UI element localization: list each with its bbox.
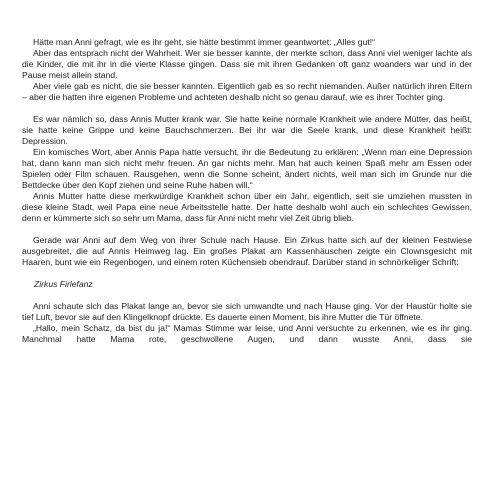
paragraph-9: „Hallo, mein Schatz, da bist du ja!“ Mamas Stimme war leise, und Anni versuchte zu erkennen, wie es ihr ging. Manchmal hatte Mama rote, geschwollene Augen, und dann wusste Anni, dass sie bbox=[22, 323, 472, 344]
story-text bbox=[22, 37, 472, 345]
paragraph-6: Annis Mutter hatte diese merkwürdige Krankheit schon über ein Jahr, eigentlich, seit sie umziehen mussten in diese kleine Stadt, weil Papa eine neue Arbeitsstelle hatte. Der hatte deshalb wohl auch ein schlechtes Gewissen, denn er kümmerte sich so sehr um Mama, dass für Anni nicht mehr viel Zeit übrig blieb. bbox=[22, 191, 472, 223]
paragraph-8: Anni schaute sich das Plakat lange an, bevor sie sich umwandte und nach Hause ging. Vor der Haustür holte sie tief Luft, bevor sie auf den Klingelknopf drückte. Es dauerte einen Moment, bis ihre Mutter die Tür öffnete. bbox=[22, 301, 472, 322]
paragraph-1: Hätte man Anni gefragt, wie es ihr geht, sie hätte bestimmt immer geantwortet: „Alles gut!“ bbox=[33, 37, 375, 47]
paragraph-3: Aber viele gab es nicht, die sie besser kannten. Eigentlich gab es so recht niemanden. Außer natürlich ihren Eltern – aber die hatten ihre eigenen Probleme und achteten deshalb nicht so genau darauf, wie es ihrer Tochter ging. bbox=[22, 81, 472, 102]
paragraph-2: Aber das entsprach nicht der Wahrheit. Wer sie besser kannte, der merkte schon, dass Anni viel weniger lachte als die Kinder, die mit ihr in die vierte Klasse gingen. Dass sie mit ihren Gedanken oft ganz woanders war und in der Pause meist allein stand. bbox=[22, 48, 472, 80]
circus-title: Zirkus Firlefanz bbox=[34, 279, 93, 289]
paragraph-5: Ein komisches Wort, aber Annis Papa hatte versucht, ihr die Bedeutung zu erklären: „Wenn man eine Depression hat, dann kann man sich nicht mehr freuen. An gar nichts mehr. Man hat auch keinen Spaß mehr am Essen oder Spielen oder Film schauen. Rausgehen, wenn die Sonne scheint, ändert nichts, weil man sich im Grunde nur die Bettdecke über den Kopf ziehen und seine Ruhe haben will.“ bbox=[22, 147, 472, 190]
paragraph-7: Gerade war Anni auf dem Weg von ihrer Schule nach Hause. Ein Zirkus hatte sich auf der kleinen Festwiese ausgebreitet, die auf Annis Heimweg lag. Ein großes Plakat am Kassenhäuschen zeigte ein Clownsgesicht mit Haaren, bunt wie ein Regenbogen, und einem roten Küchensieb obendrauf. Darüber stand in schnörkeliger Schrift: bbox=[22, 235, 472, 267]
paragraph-4: Es war nämlich so, dass Annis Mutter krank war. Sie hatte keine normale Krankheit wie andere Mütter, das heißt, sie hatte keine Grippe und keine Bauchschmerzen. Bei ihr war die Seele krank, und diese Krankheit heißt: Depression. bbox=[22, 114, 472, 146]
